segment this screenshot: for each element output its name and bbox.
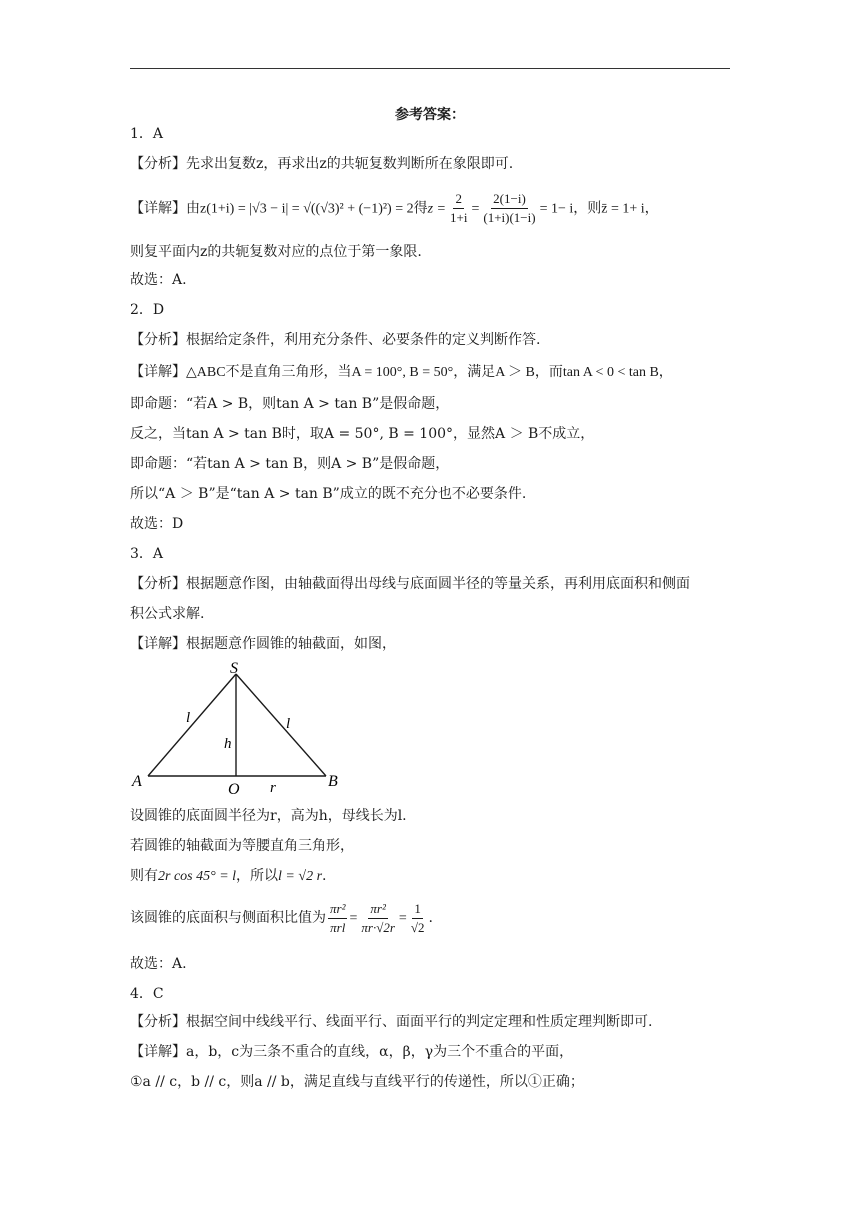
q1-analysis bbox=[130, 154, 513, 174]
q3-detail-1: 设圆锥的底面圆半径为r，高为h，母线长为l. bbox=[130, 808, 407, 824]
label-h: h bbox=[224, 736, 232, 752]
frac-num: πr² bbox=[368, 900, 387, 919]
punct: . bbox=[322, 868, 327, 884]
analysis-text: 根据给定条件，利用充分条件、必要条件的定义判断作答. bbox=[186, 332, 541, 348]
header-rule bbox=[130, 68, 730, 69]
q1-result: = 1− i bbox=[539, 201, 574, 217]
detail-text: 该圆锥的底面积与侧面积比值为 bbox=[130, 910, 326, 926]
analysis-tag: 【分析】 bbox=[130, 1014, 186, 1030]
frac-den: √2 bbox=[410, 919, 425, 935]
frac-num: 2(1−i) bbox=[491, 190, 528, 209]
analysis-tag: 【分析】 bbox=[130, 576, 186, 592]
q1-answer: 故选：A. bbox=[130, 272, 187, 288]
q3-answer: 故选：A. bbox=[130, 956, 187, 972]
edge-sb bbox=[236, 674, 326, 776]
q1-z-eq: z = bbox=[427, 201, 447, 217]
q3-equation-2: l = √2 r bbox=[278, 869, 323, 884]
q4-analysis bbox=[130, 1012, 652, 1032]
analysis-text: 先求出复数z，再求出z的共轭复数判断所在象限即可. bbox=[186, 156, 514, 172]
detail-text: 根据题意作圆锥的轴截面，如图， bbox=[186, 636, 396, 652]
detail-connector: ，所以 bbox=[236, 868, 279, 884]
detail-prefix: 由 bbox=[186, 200, 200, 217]
frac-den: πrl bbox=[330, 919, 346, 935]
q3-number: 3．A bbox=[130, 546, 164, 562]
q1-fraction-1 bbox=[448, 190, 469, 227]
edge-sa bbox=[148, 674, 236, 776]
detail-text: 则有 bbox=[130, 868, 158, 884]
q2-detail-2: 即命题：“若A > B，则tan A > tan B”是假命题， bbox=[130, 396, 450, 412]
detail-tag: 【详解】 bbox=[130, 200, 186, 217]
q2-number: 2．D bbox=[130, 302, 165, 318]
q2-analysis bbox=[130, 330, 540, 350]
frac-den: πr·√2r bbox=[361, 919, 395, 935]
q3-equation-1: 2r cos 45° = l bbox=[158, 869, 237, 884]
q1-conclusion: 则复平面内z的共轭复数对应的点位于第一象限. bbox=[130, 244, 422, 260]
detail-tag: 【详解】 bbox=[130, 364, 186, 380]
label-l-right: l bbox=[286, 716, 291, 732]
q3-detail-3 bbox=[130, 866, 326, 887]
label-b: B bbox=[328, 773, 338, 790]
cone-axial-section-figure bbox=[128, 660, 348, 796]
q3-fraction-3 bbox=[409, 900, 427, 937]
q2-detail-3: 反之，当tan A > tan B时，取A = 50°, B = 100°，显然A ＞ B不成立， bbox=[130, 426, 595, 442]
q3-detail-4: 该圆锥的底面积与侧面积比值为 $\frac{\text{πr²}}{\text{πrl}}$ = $\frac{\text{πr²}}{\pi r\cdot√2r}$ = $\frac{1}{√2}$ . bbox=[130, 900, 433, 935]
q3-fraction-1 bbox=[328, 900, 347, 937]
label-r: r bbox=[270, 780, 276, 796]
frac-num: 1 bbox=[412, 900, 423, 919]
detail-tag: 【详解】 bbox=[130, 1044, 186, 1060]
page-title: 参考答案： bbox=[395, 107, 465, 123]
frac-num: 2 bbox=[453, 190, 464, 209]
punct: ， bbox=[644, 200, 659, 217]
frac-num: πr² bbox=[328, 900, 347, 919]
detail-tag: 【详解】 bbox=[130, 636, 186, 652]
frac-den: 1+i bbox=[450, 210, 468, 225]
detail-connector: 得 bbox=[413, 200, 428, 217]
q3-analysis-2: 积公式求解. bbox=[130, 606, 205, 622]
q3-detail-2: 若圆锥的轴截面为等腰直角三角形， bbox=[130, 838, 354, 854]
label-s: S bbox=[230, 660, 238, 677]
q3-analysis-1 bbox=[130, 574, 690, 594]
analysis-tag: 【分析】 bbox=[130, 332, 186, 348]
q2-detail-5: 所以“A ＞ B”是“tan A > tan B”成立的既不充分也不必要条件. bbox=[130, 486, 527, 502]
detail-text: a，b，c为三条不重合的直线，α，β，γ为三个不重合的平面， bbox=[186, 1044, 574, 1060]
q4-detail-1 bbox=[130, 1042, 573, 1062]
analysis-text: 根据空间中线线平行、线面平行、面面平行的判定定理和性质定理判断即可. bbox=[186, 1014, 653, 1030]
q4-detail-2: ①a // c，b // c，则a // b，满足直线与直线平行的传递性，所以①正确； bbox=[130, 1074, 584, 1090]
label-a: A bbox=[132, 773, 142, 790]
q2-detail-4: 即命题：“若tan A > tan B，则A > B”是假命题， bbox=[130, 456, 450, 472]
q1-fraction-2 bbox=[481, 190, 537, 227]
detail-connector: ，则 bbox=[573, 200, 602, 217]
q2-detail-1 bbox=[130, 362, 673, 383]
q3-fraction-2 bbox=[359, 900, 397, 937]
q1-number: 1．A bbox=[130, 126, 164, 142]
label-l-left: l bbox=[186, 710, 191, 726]
punct: . bbox=[428, 910, 433, 926]
q3-detail bbox=[130, 634, 396, 654]
label-o: O bbox=[228, 781, 240, 796]
analysis-tag: 【分析】 bbox=[130, 156, 186, 172]
frac-den: (1+i)(1−i) bbox=[483, 210, 536, 225]
q4-number: 4．C bbox=[130, 986, 164, 1002]
q2-answer: 故选：D bbox=[130, 516, 184, 532]
q1-equation: z(1+i) = |√3 − i| = √((√3)² + (−1)²) = 2 bbox=[200, 201, 414, 217]
detail-text: △ABC不是直角三角形，当A = 100°, B = 50°，满足A ＞ B，而tan A < 0 < tan B， bbox=[186, 365, 673, 380]
analysis-text: 根据题意作图，由轴截面得出母线与底面圆半径的等量关系，再利用底面积和侧面 bbox=[186, 576, 690, 592]
q1-detail: 【详解】由z(1+i) = |√3 − i| = √((√3)² + (−1)²) = 2得z = $\frac{2}{1+i}$ = $\frac{2(1-i)}{(1+i)(1-i)}$ = 1− i，则z̄ = 1+ i， bbox=[130, 191, 659, 225]
q1-conjugate: z̄ = 1+ i bbox=[601, 201, 645, 217]
